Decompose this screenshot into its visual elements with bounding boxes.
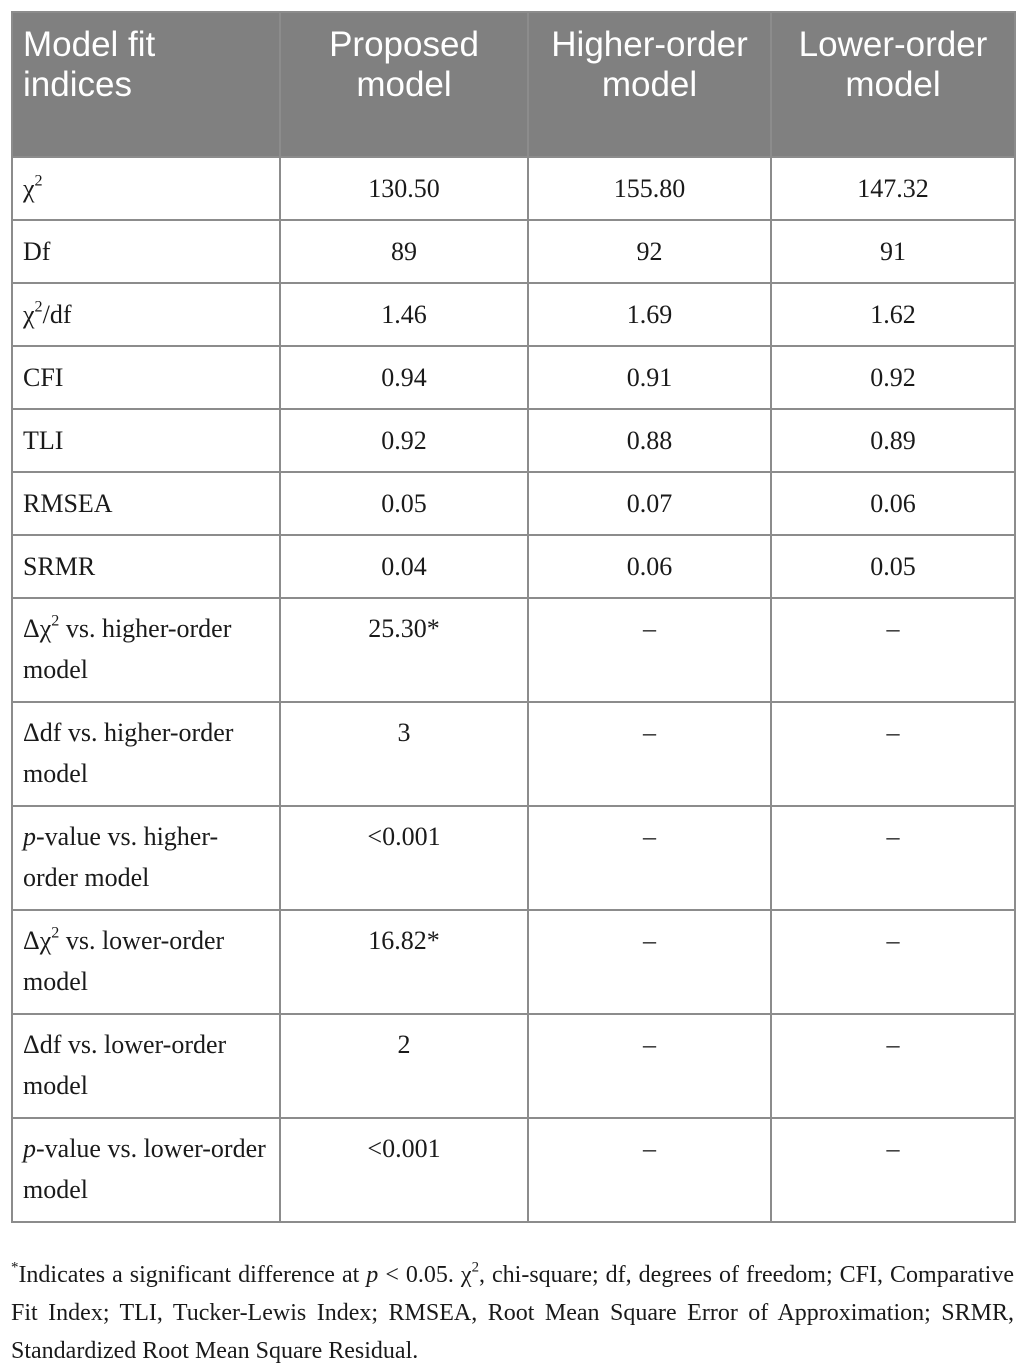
table-row: [12, 535, 1015, 598]
row-label-df: Df: [12, 220, 280, 283]
table-row: [12, 1014, 1015, 1118]
cell-higher-order: 1.69: [528, 283, 771, 346]
cell-lower-order: 1.62: [771, 283, 1015, 346]
row-label-delta-df-lower: Δdf vs. lower-order model: [12, 1014, 280, 1118]
cell-higher-order: –: [528, 598, 771, 702]
cell-proposed: 1.46: [280, 283, 528, 346]
cell-proposed: 25.30*: [280, 598, 528, 702]
cell-proposed: 16.82*: [280, 910, 528, 1014]
header-lower-order-model: Lower-order model: [771, 12, 1015, 157]
cell-proposed: 2: [280, 1014, 528, 1118]
cell-higher-order: 92: [528, 220, 771, 283]
cell-proposed: 0.04: [280, 535, 528, 598]
model-fit-table: [11, 11, 1016, 1223]
cell-lower-order: –: [771, 702, 1015, 806]
row-label-rmsea: RMSEA: [12, 472, 280, 535]
row-label-tli: TLI: [12, 409, 280, 472]
table-row: [12, 346, 1015, 409]
footnote-star: *: [11, 1259, 19, 1276]
table-row: [12, 472, 1015, 535]
cell-lower-order: –: [771, 806, 1015, 910]
cell-higher-order: –: [528, 702, 771, 806]
cell-proposed: 0.94: [280, 346, 528, 409]
row-label-cfi: CFI: [12, 346, 280, 409]
header-proposed-model: Proposed model: [280, 12, 528, 157]
row-label-delta-chi-square-higher: $\Delta\chi^2$ vs. higher-order model: [12, 598, 280, 702]
row-label-chi-square-df: $\chi^2/df$: [12, 283, 280, 346]
cell-higher-order: 0.06: [528, 535, 771, 598]
table-row: [12, 702, 1015, 806]
table-footnote: *Indicates a significant difference at p < 0.05. $\chi^2$, chi-square; df, degrees of freedom; CFI, Comparative Fit Index; TLI, Tucker-Lewis Index; RMSEA, Root Mean Square Error of Approximation; SRMR, Standardized Root Mean Square Residual.: [11, 1259, 1014, 1364]
cell-lower-order: 91: [771, 220, 1015, 283]
cell-lower-order: –: [771, 1014, 1015, 1118]
cell-proposed: 130.50: [280, 157, 528, 220]
table-row: [12, 806, 1015, 910]
cell-proposed: <0.001: [280, 1118, 528, 1222]
cell-higher-order: 0.07: [528, 472, 771, 535]
cell-higher-order: 0.88: [528, 409, 771, 472]
table-row: [12, 157, 1015, 220]
row-label-p-value-lower: p-value vs. lower-order model: [12, 1118, 280, 1222]
cell-higher-order: –: [528, 1014, 771, 1118]
cell-lower-order: 0.89: [771, 409, 1015, 472]
cell-lower-order: –: [771, 1118, 1015, 1222]
table-row: [12, 598, 1015, 702]
header-model-fit-indices: Model fit indices: [12, 12, 280, 157]
row-label-srmr: SRMR: [12, 535, 280, 598]
row-label-chi-square: $\chi^2$: [12, 157, 280, 220]
table-row: [12, 1118, 1015, 1222]
cell-higher-order: –: [528, 1118, 771, 1222]
table-row: [12, 283, 1015, 346]
table-row: [12, 220, 1015, 283]
table-header-row: [12, 12, 1015, 157]
cell-higher-order: 155.80: [528, 157, 771, 220]
cell-higher-order: –: [528, 910, 771, 1014]
cell-lower-order: 0.06: [771, 472, 1015, 535]
cell-lower-order: 147.32: [771, 157, 1015, 220]
row-label-delta-df-higher: Δdf vs. higher-order model: [12, 702, 280, 806]
table-row: [12, 910, 1015, 1014]
cell-proposed: 3: [280, 702, 528, 806]
cell-lower-order: –: [771, 598, 1015, 702]
cell-higher-order: 0.91: [528, 346, 771, 409]
cell-proposed: 0.05: [280, 472, 528, 535]
cell-lower-order: 0.05: [771, 535, 1015, 598]
table-row: [12, 409, 1015, 472]
cell-lower-order: 0.92: [771, 346, 1015, 409]
cell-proposed: 89: [280, 220, 528, 283]
cell-higher-order: –: [528, 806, 771, 910]
row-label-p-value-higher: p-value vs. higher-order model: [12, 806, 280, 910]
cell-proposed: 0.92: [280, 409, 528, 472]
cell-lower-order: –: [771, 910, 1015, 1014]
row-label-delta-chi-square-lower: $\Delta\chi^2$ vs. lower-order model: [12, 910, 280, 1014]
cell-proposed: <0.001: [280, 806, 528, 910]
header-higher-order-model: Higher-order model: [528, 12, 771, 157]
